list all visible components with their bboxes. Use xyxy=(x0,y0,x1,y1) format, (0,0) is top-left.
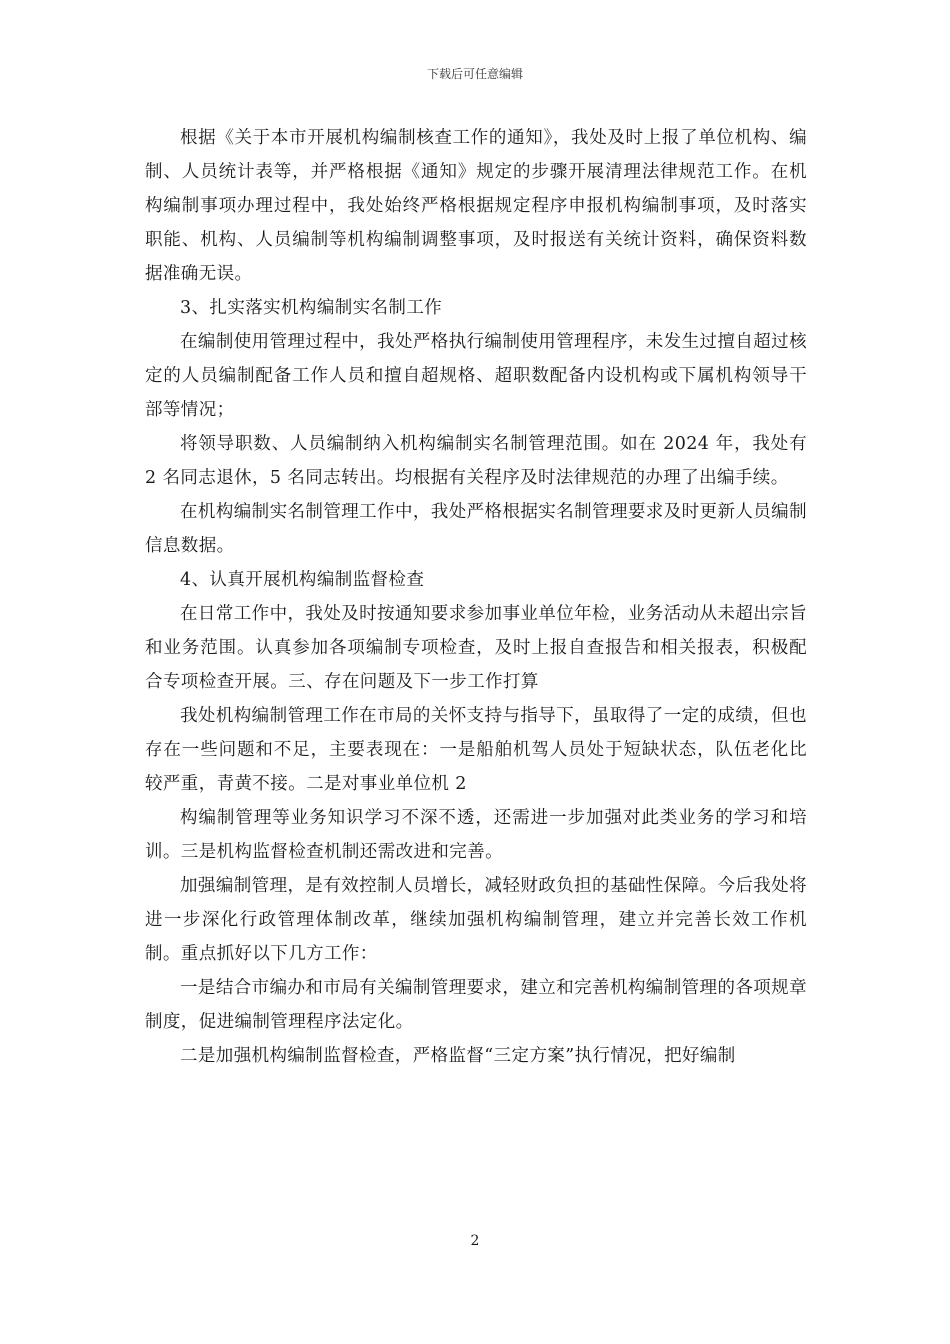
paragraph: 加强编制管理，是有效控制人员增长，减轻财政负担的基础性保障。今后我处将进一步深化行政管理体制改革，继续加强机构编制管理，建立并完善长效工作机制。重点抓好以下几方工作： xyxy=(145,876,807,964)
paragraph: 在日常工作中，我处及时按通知要求参加事业单位年检，业务活动从未超出宗旨和业务范围。认真参加各项编制专项检查，及时上报自查报告和相关报表，积极配合专项检查开展。三、存在问题及下一步工作打算 xyxy=(145,604,807,692)
paragraph: 一是结合市编办和市局有关编制管理要求，建立和完善机构编制管理的各项规章制度，促进编制管理程序法定化。 xyxy=(145,978,807,1032)
paragraph: 在编制使用管理过程中，我处严格执行编制使用管理程序，未发生过擅自超过核定的人员编制配备工作人员和擅自超规格、超职数配备内设机构或下属机构领导干部等情况； xyxy=(145,332,807,420)
paragraph: 根据《关于本市开展机构编制核查工作的通知》，我处及时上报了单位机构、编制、人员统计表等，并严格根据《通知》规定的步骤开展清理法律规范工作。在机构编制事项办理过程中，我处始终严格根据规定程序申报机构编制事项，及时落实职能、机构、人员编制等机构编制调整事项，及时报送有关统计资料，确保资料数据准确无误。 xyxy=(145,128,807,284)
document-body xyxy=(145,121,807,1073)
paragraph: 在机构编制实名制管理工作中，我处严格根据实名制管理要求及时更新人员编制信息数据。 xyxy=(145,502,807,556)
paragraph: 构编制管理等业务知识学习不深不透，还需进一步加强对此类业务的学习和培训。三是机构监督检查机制还需改进和完善。 xyxy=(145,808,807,862)
paragraph: 我处机构编制管理工作在市局的关怀支持与指导下，虽取得了一定的成绩，但也存在一些问题和不足，主要表现在：一是船舶机驾人员处于短缺状态，队伍老化比较严重，青黄不接。二是对事业单位机 2 xyxy=(145,706,807,794)
section-heading: 3、扎实落实机构编制实名制工作 xyxy=(180,298,443,318)
paragraph: 二是加强机构编制监督检查，严格监督“三定方案”执行情况，把好编制 xyxy=(180,1046,736,1066)
page-number: 2 xyxy=(470,1233,480,1249)
page-header: 下载后可任意编辑 xyxy=(426,67,523,81)
paragraph: 将领导职数、人员编制纳入机构编制实名制管理范围。如在 2024 年，我处有 2 名同志退休，5 名同志转出。均根据有关程序及时法律规范的办理了出编手续。 xyxy=(145,434,807,488)
section-heading: 4、认真开展机构编制监督检查 xyxy=(180,570,425,590)
